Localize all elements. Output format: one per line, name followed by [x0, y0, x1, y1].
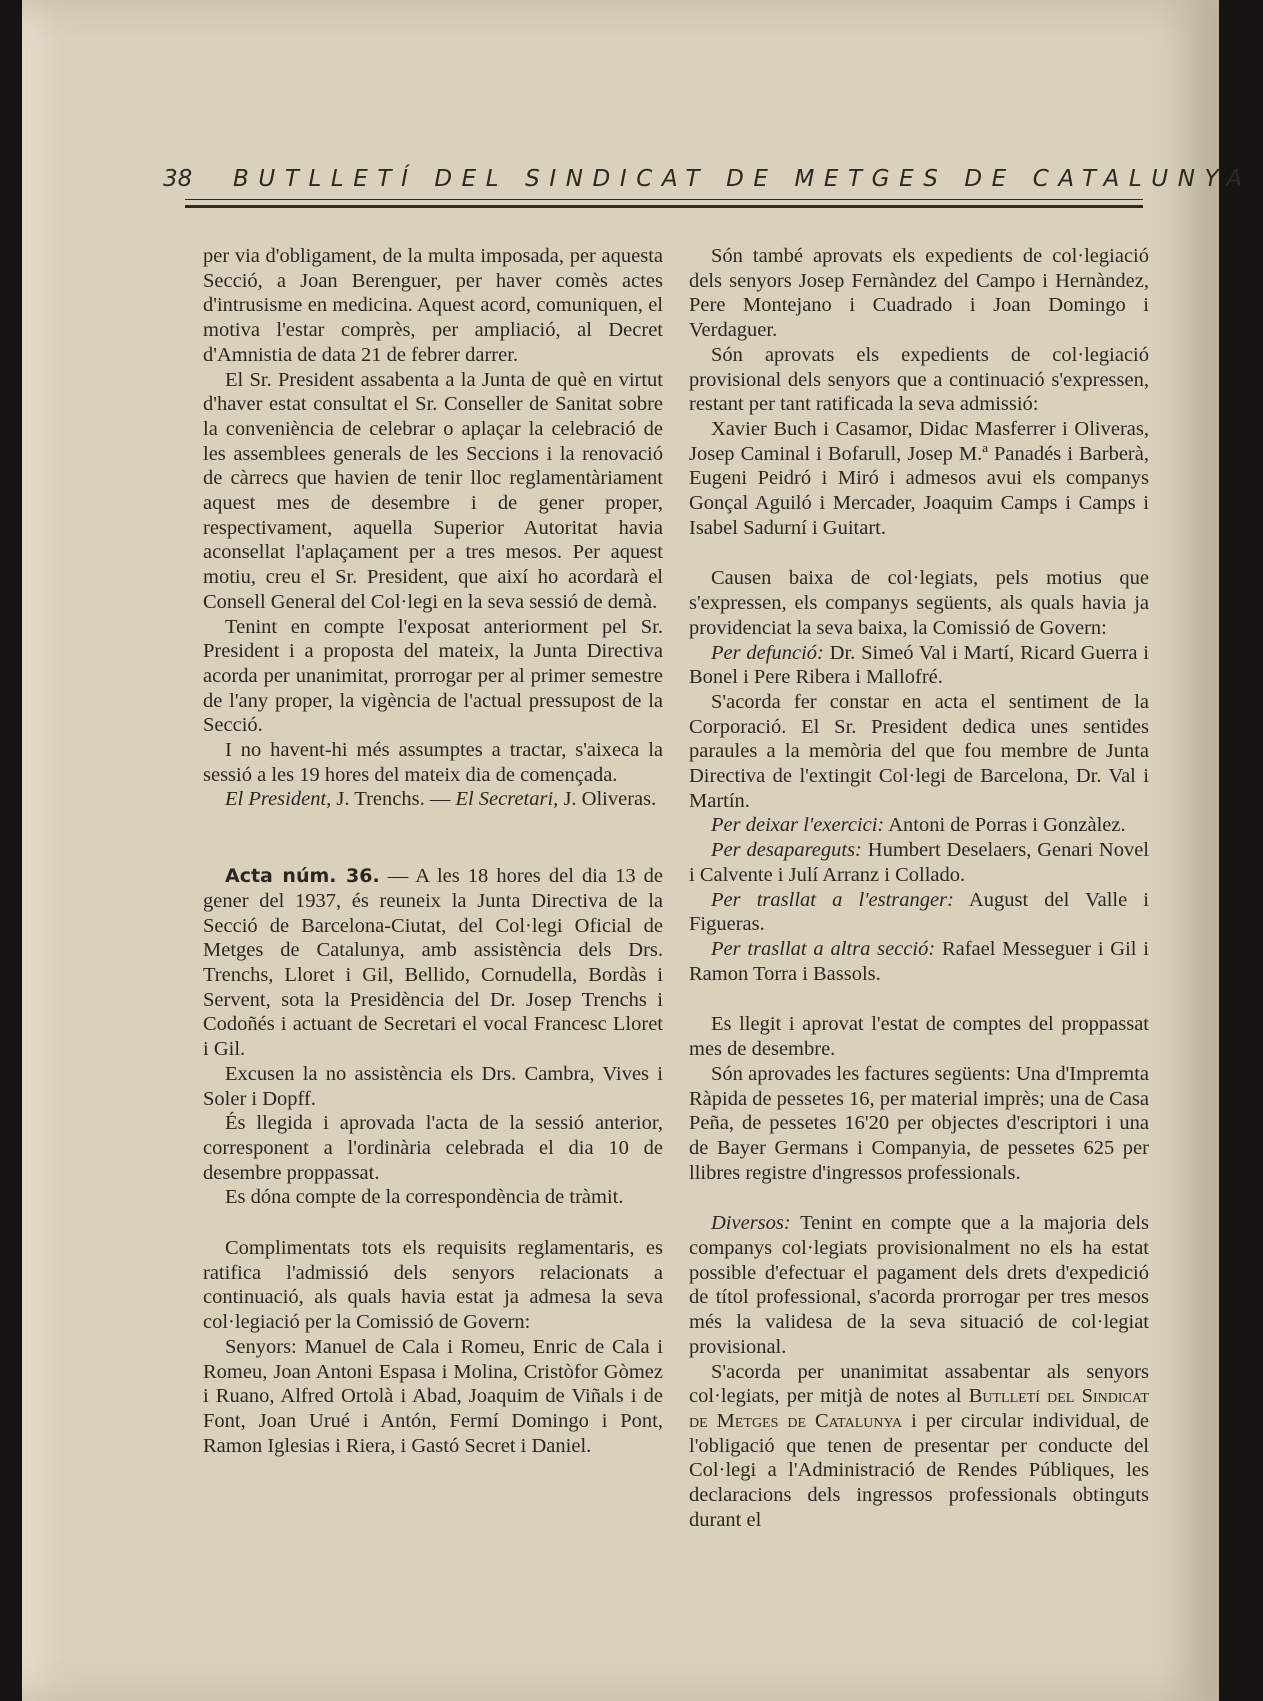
estranger-text: August del Valle i Figueras.	[689, 888, 1149, 936]
acta-paragraph	[203, 864, 663, 1062]
paragraph	[689, 937, 1149, 986]
paragraph	[689, 1211, 1149, 1359]
seccio-text: Rafael Messeguer i Gil i Ramon Torra i Bassols.	[689, 937, 1149, 985]
president-name: J. Trenchs. —	[331, 788, 456, 811]
paragraph: És llegida i aprovada l'acta de la sessió anterior, corresponent a l'ordinària celebrada el dia 10 de desembre proppassat.	[203, 1112, 663, 1184]
seccio-label: Per trasllat a altra secció:	[711, 937, 936, 960]
desapareguts-label: Per desapareguts:	[711, 839, 862, 862]
desapareguts-text: Humbert Deselaers, Genari Novel i Calvente i Julí Arranz i Collado.	[689, 839, 1149, 886]
paragraph: El Sr. President assabenta a la Junta de què en virtut d'haver estat consultat el Sr. Conseller de Sanitat sobre la conveniència de celebrar o aplaçar la celebració de les assemblees generals de les Seccions i la renovació de càrrecs que havien de tenir lloc reglamentàriament aquest mes de desembre i de gener proper, respectivament, aquella Superior Autoritat havia aconsellat l'aplaçament per a tres mesos. Per aquest motiu, creu el Sr. President, que així ho acordarà el Consell General del Col·legi en la seva sessió de demà.	[203, 368, 663, 613]
running-title: BUTLLETÍ DEL SINDICAT DE METGES DE CATALUNYA	[233, 166, 1252, 192]
bulletin-name: Butlletí del Sindicat de Metges de Catalunya	[689, 1385, 1149, 1432]
paragraph: Complimentats tots els requisits reglamentaris, es ratifica l'admissió dels senyors relacionats a continuació, als quals havia estat ja admesa la seva col·legiació per la Comissió de Govern:	[203, 1237, 663, 1334]
text-segment: i per circular individual, de l'obligació que tenen de presentar per conducte del Col·legi a l'Administració de Rendes Públiques, les declaracions dels ingressos professionals obtinguts durant el	[689, 1409, 1149, 1531]
paragraph	[689, 838, 1149, 887]
secretary-label: El Secretari,	[455, 788, 559, 811]
paragraph: Senyors: Manuel de Cala i Romeu, Enric de Cala i Romeu, Joan Antoni Espasa i Molina, Cristòfor Gòmez i Ruano, Alfred Ortolà i Abad, Joaquim de Viñals i de Font, Joan Urué i Antón, Fermí Domingo i Pont, Ramon Iglesias i Riera, i Gastó Secret i Daniel.	[203, 1335, 663, 1457]
exercici-text: Antoni de Porras i Gonzàlez.	[884, 814, 1126, 837]
paragraph: per via d'obligament, de la multa imposada, per aquesta Secció, a Joan Berenguer, per haver comès actes d'intrusisme en medicina. Aquest acord, comuniquen, el motiva l'estar comprès, per ampliació, al Decret d'Amnistia de data 21 de febrer darrer.	[203, 245, 663, 366]
paragraph: I no havent-hi més assumptes a tractar, s'aixeca la sessió a les 19 hores del mateix dia de començada.	[203, 739, 663, 786]
exercici-label: Per deixar l'exercici:	[711, 814, 885, 837]
right-column	[689, 244, 1149, 1532]
signatures	[203, 787, 663, 812]
estranger-label: Per trasllat a l'estranger:	[711, 888, 954, 911]
diversos-label: Diversos:	[711, 1212, 791, 1235]
left-column	[203, 244, 663, 1458]
paragraph	[689, 888, 1149, 937]
acta-text: — A les 18 hores del dia 13 de gener del 1937, és reuneix la Junta Directiva de la Secció de Barcelona-Ciutat, del Col·legi Oficial de Metges de Catalunya, amb assistència dels Drs. Trenchs, Lloret i Gil, Bellido, Cornudella, Bordàs i Servent, sota la Presidència del Dr. Josep Trenchs i Codoñés i actuant de Secretari el vocal Francesc Lloret i Gil.	[203, 865, 664, 1061]
president-label: El President,	[225, 788, 332, 811]
paragraph: Tenint en compte l'exposat anteriorment pel Sr. President i a proposta del mateix, la Junta Directiva acorda per unanimitat, prorrogar per al primer semestre de l'any proper, la vigència de l'actual pressupost de la Secció.	[203, 615, 663, 737]
secretary-name: J. Oliveras.	[558, 788, 657, 811]
paragraph	[689, 1360, 1149, 1533]
paragraph: Són també aprovats els expedients de col·legiació dels senyors Josep Fernàndez del Campo i Hernàndez, Pere Montejano i Cuadrado i Joan Domingo i Verdaguer.	[689, 245, 1149, 342]
defuncio-label: Per defunció:	[711, 641, 824, 664]
paragraph: Són aprovades les factures següents: Una d'Impremta Ràpida de pessetes 16, per material imprès; una de Casa Peña, de pessetes 16'20 per objectes d'escriptori i una de Bayer Germans i Companyia, de pessetes 625 per llibres registre d'ingressos professionals.	[689, 1062, 1149, 1184]
acta-heading: Acta núm. 36.	[225, 865, 380, 888]
paragraph: Són aprovats els expedients de col·legiació provisional dels senyors que a continuació s'expressen, restant per tant ratificada la seva admissió:	[689, 343, 1149, 416]
diversos-text: Tenint en compte que a la majoria dels companys col·legiats provisionalment no els ha estat possible d'efectuar el pagament dels drets d'expedició de títol professional, s'acorda prorrogar per tres mesos més la validesa de la seva situació de col·legiat provisional.	[689, 1212, 1149, 1358]
paragraph: Xavier Buch i Casamor, Didac Masferrer i Oliveras, Josep Caminal i Bofarull, Josep M.ª Panadés i Barberà, Eugeni Peidró i Miró i admesos avui els companys Gonçal Aguiló i Mercader, Joaquim Camps i Camps i Isabel Sadurní i Guitart.	[689, 417, 1149, 539]
paragraph: Causen baixa de col·legiats, pels motius que s'expressen, els companys següents, als quals havia ja providenciat la seva baixa, la Comissió de Govern:	[689, 567, 1149, 639]
header-rule-thick	[185, 205, 1143, 208]
paragraph	[689, 641, 1149, 690]
header-rule-thin	[185, 199, 1143, 200]
running-header	[163, 164, 1252, 198]
paragraph: Es dóna compte de la correspondència de tràmit.	[225, 1186, 624, 1209]
text-segment: S'acorda per unanimitat assabentar als senyors col·legiats, per mitjà de notes al	[689, 1360, 1149, 1408]
paragraph	[689, 813, 1149, 838]
defuncio-text: Dr. Simeó Val i Martí, Ricard Guerra i Bonel i Pere Ribera i Mallofré.	[689, 641, 1149, 689]
paragraph: Es llegit i aprovat l'estat de comptes del proppassat mes de desembre.	[689, 1013, 1149, 1061]
page-number: 38	[163, 166, 193, 192]
paragraph: Excusen la no assistència els Drs. Cambra, Vives i Soler i Dopff.	[203, 1062, 663, 1110]
paragraph: S'acorda fer constar en acta el sentiment de la Corporació. El Sr. President dedica unes sentides paraules a la memòria del que fou membre de Junta Directiva de l'extingit Col·legi de Barcelona, Dr. Val i Martín.	[689, 690, 1149, 812]
